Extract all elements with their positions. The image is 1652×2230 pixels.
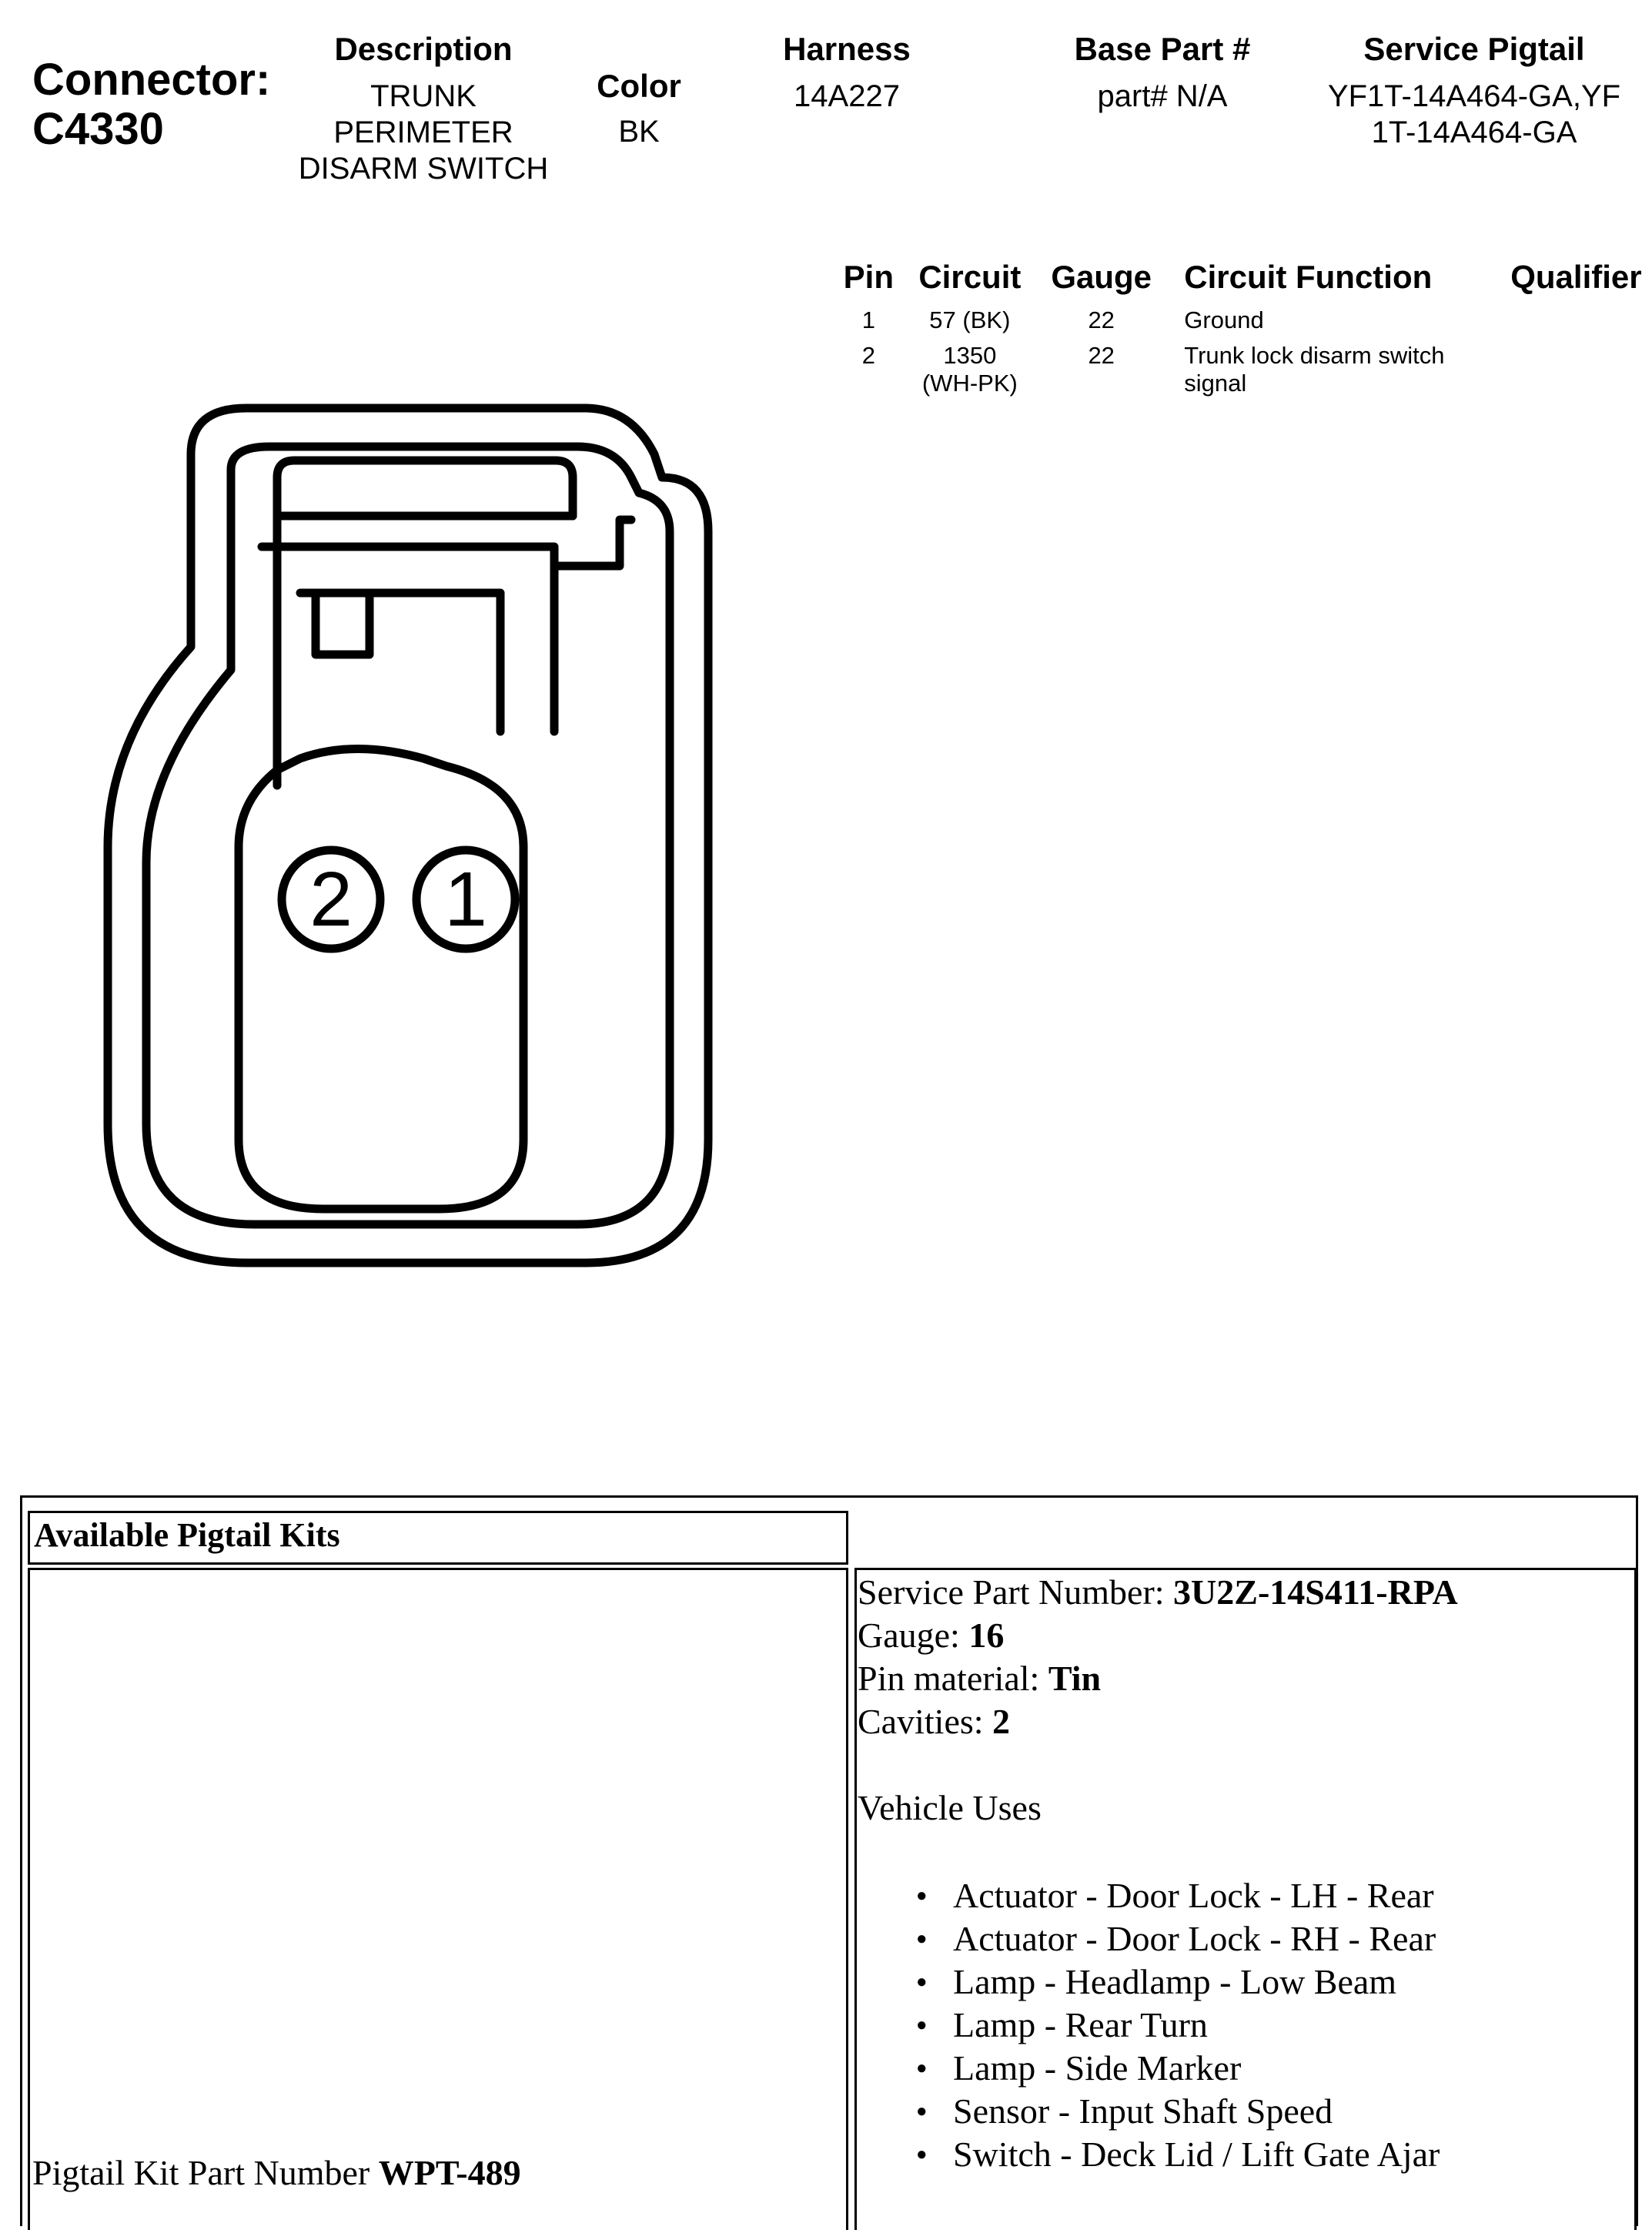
list-item: ● Switch - Deck Lid / Lift Gate Ajar	[953, 2133, 1458, 2176]
table-row	[831, 306, 1652, 342]
service-part-label: Service Part Number:	[858, 1572, 1165, 1612]
connector-id: C4330	[32, 104, 164, 154]
kit-details	[858, 1571, 1458, 2176]
list-item: ● Sensor - Input Shaft Speed	[953, 2090, 1458, 2133]
list-item: ● Lamp - Headlamp - Low Beam	[953, 1960, 1458, 2004]
pin-material-line	[858, 1657, 1458, 1700]
pin-material-label: Pin material:	[858, 1659, 1040, 1698]
latch-tab	[277, 460, 573, 770]
color-header: Color	[597, 68, 681, 104]
vehicle-uses-list	[858, 1874, 1458, 2176]
color-value: BK	[618, 115, 660, 149]
qualifier-header: Qualifier	[1510, 259, 1642, 295]
pin-table	[831, 259, 1652, 405]
qualifier-cell	[1500, 342, 1652, 405]
pin-cavity	[239, 749, 523, 1210]
kit-part-value: WPT-489	[378, 2153, 521, 2192]
harness-header: Harness	[783, 31, 911, 67]
gauge-cell: 22	[1088, 342, 1115, 369]
service-pigtail-header: Service Pigtail	[1363, 31, 1585, 67]
pin-cell: 1	[861, 306, 875, 333]
service-part-value: 3U2Z-14S411-RPA	[1173, 1572, 1458, 1612]
table-row	[831, 342, 1652, 405]
pin-cell: 2	[861, 342, 875, 369]
list-item: ● Actuator - Door Lock - RH - Rear	[953, 1917, 1458, 1960]
qualifier-cell	[1500, 306, 1652, 342]
pigtail-kit-left-cell	[28, 1568, 848, 2230]
function-cell: Ground	[1184, 306, 1264, 333]
description-value: TRUNK PERIMETER DISARM SWITCH	[298, 79, 549, 186]
gauge-label: Gauge:	[858, 1616, 960, 1655]
gauge-value: 16	[968, 1616, 1005, 1655]
cavities-label: Cavities:	[858, 1702, 984, 1741]
pin-2-label: 2	[309, 856, 353, 943]
circuit-cell: 1350 (WH-PK)	[921, 342, 1018, 397]
kit-part-label: Pigtail Kit Part Number	[32, 2153, 370, 2192]
base-part-header: Base Part #	[1074, 31, 1251, 67]
description-header: Description	[334, 31, 513, 67]
list-item: ● Lamp - Side Marker	[953, 2047, 1458, 2090]
gauge-line	[858, 1614, 1458, 1657]
base-part-value: part# N/A	[1097, 79, 1228, 113]
service-part-line	[858, 1571, 1458, 1614]
function-cell: Trunk lock disarm switch signal	[1184, 342, 1445, 397]
kit-part-number	[32, 2152, 521, 2193]
pin-header: Pin	[843, 259, 894, 295]
pigtail-kits-header: Available Pigtail Kits	[34, 1516, 340, 1554]
gauge-header: Gauge	[1051, 259, 1152, 295]
connector-label: Connector:	[32, 55, 271, 105]
list-item: ● Lamp - Rear Turn	[953, 2004, 1458, 2047]
service-pigtail-value: YF1T-14A464-GA,YF1T-14A464-GA	[1327, 79, 1621, 149]
pin-table-header-row	[831, 259, 1652, 306]
harness-value: 14A227	[794, 79, 900, 113]
cavities-value: 2	[992, 1702, 1011, 1741]
circuit-header: Circuit	[918, 259, 1022, 295]
connector-title	[32, 55, 270, 154]
pin-material-value: Tin	[1048, 1659, 1102, 1698]
circuit-cell: 57 (BK)	[929, 306, 1011, 333]
circuit-function-header: Circuit Function	[1184, 259, 1433, 295]
vehicle-uses-header: Vehicle Uses	[858, 1788, 1042, 1827]
list-item: ● Actuator - Door Lock - LH - Rear	[953, 1874, 1458, 1917]
pin-1-label: 1	[444, 856, 487, 943]
cavities-line	[858, 1700, 1458, 1743]
gauge-cell: 22	[1088, 306, 1115, 333]
connector-face-diagram	[46, 370, 754, 1340]
